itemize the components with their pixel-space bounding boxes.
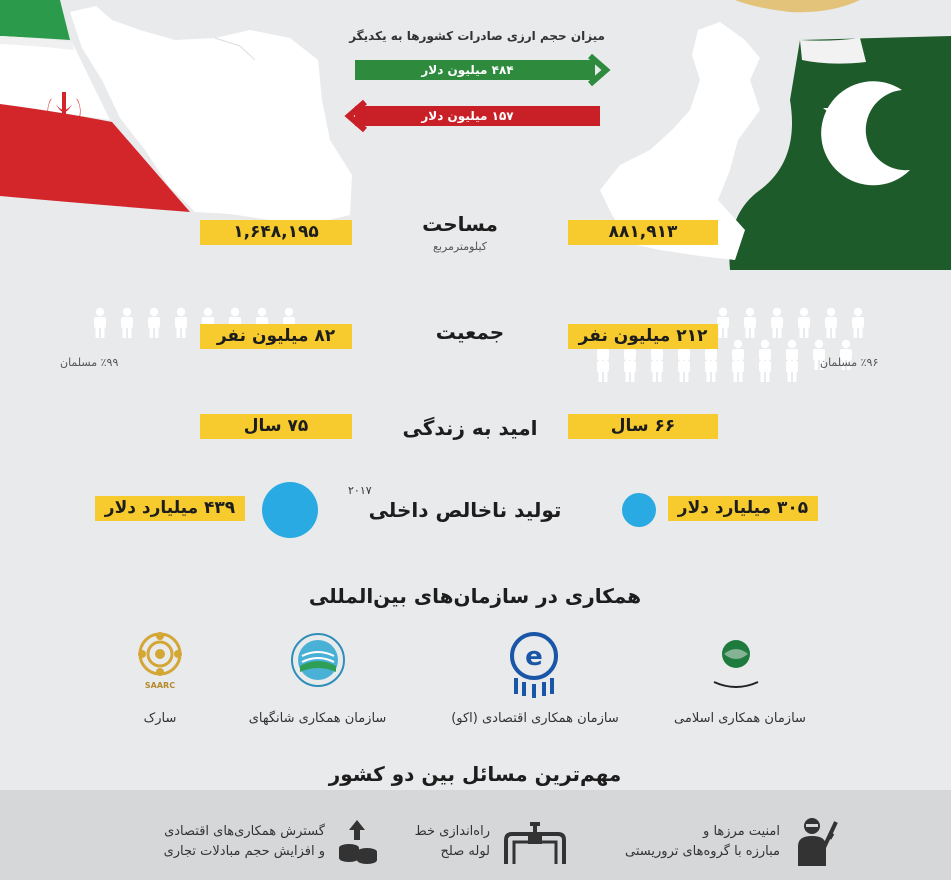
issue-pipeline-line1: راه‌اندازی خط	[414, 824, 490, 839]
issue-security-line1: امنیت مرزها و	[703, 824, 780, 839]
population-pakistan-value: ۲۱۲ میلیون نفر	[568, 324, 718, 349]
pakistan-muslim-percent: ٪۹۶ مسلمان	[820, 356, 879, 369]
gdp-year: ۲۰۱۷	[348, 484, 372, 497]
saarc-logo-text: SAARC	[144, 681, 176, 690]
eco-logo-icon	[502, 632, 566, 700]
armed-soldier-icon	[790, 816, 840, 868]
gdp-pakistan-value: ۳۰۵ میلیارد دلار	[668, 496, 818, 521]
oic-name: سازمان همکاری اسلامی	[674, 711, 806, 726]
area-iran-value: ۱,۶۴۸,۱۹۵	[200, 220, 352, 245]
iran-muslim-percent: ٪۹۹ مسلمان	[60, 356, 119, 369]
pipeline-icon	[500, 820, 570, 866]
issue-economy-line2: و افزایش حجم مبادلات تجاری	[163, 844, 325, 859]
svg-text:e: e	[525, 642, 543, 672]
eco-name: سازمان همکاری اقتصادی (اکو)	[451, 711, 619, 726]
oic-logo-icon	[708, 630, 764, 694]
population-label: جمعیت	[435, 320, 505, 344]
area-unit: کیلومترمربع	[432, 240, 488, 253]
saarc-name: سارک	[143, 711, 177, 726]
orgs-title: همکاری در سازمان‌های بین‌المللی	[308, 584, 642, 608]
gdp-iran-value: ۴۳۹ میلیارد دلار	[95, 496, 245, 521]
gdp-label: تولید ناخالص داخلی	[368, 498, 562, 522]
gold-decoration	[735, 0, 860, 12]
life-iran-value: ۷۵ سال	[200, 414, 352, 439]
life-pakistan-value: ۶۶ سال	[568, 414, 718, 439]
pakistan-flag	[729, 36, 951, 270]
area-label: مساحت	[422, 212, 498, 236]
issue-pipeline-line2: لوله صلح	[440, 844, 490, 859]
export-to-pakistan-label: ۱۵۷ میلیون دلار	[410, 106, 525, 126]
life-label: امید به زندگی	[402, 416, 538, 440]
area-pakistan-value: ۸۸۱,۹۱۳	[568, 220, 718, 245]
export-to-iran-label: ۴۸۴ میلیون دلار	[410, 60, 525, 80]
sco-name: سازمان همکاری شانگهای	[248, 711, 387, 726]
issues-title: مهم‌ترین مسائل بین دو کشور	[328, 762, 622, 786]
coins-arrow-icon	[335, 818, 381, 866]
sco-logo-icon	[290, 632, 346, 688]
gdp-iran-circle	[262, 482, 318, 538]
export-title: میزان حجم ارزی صادرات کشورها به یکدیگر	[349, 29, 605, 43]
issue-security-line2: مبارزه با گروه‌های تروریستی	[625, 844, 780, 859]
issue-economy-line1: گسترش همکاری‌های اقتصادی	[164, 824, 325, 839]
population-iran-value: ۸۲ میلیون نفر	[200, 324, 352, 349]
gdp-pakistan-circle	[622, 493, 656, 527]
